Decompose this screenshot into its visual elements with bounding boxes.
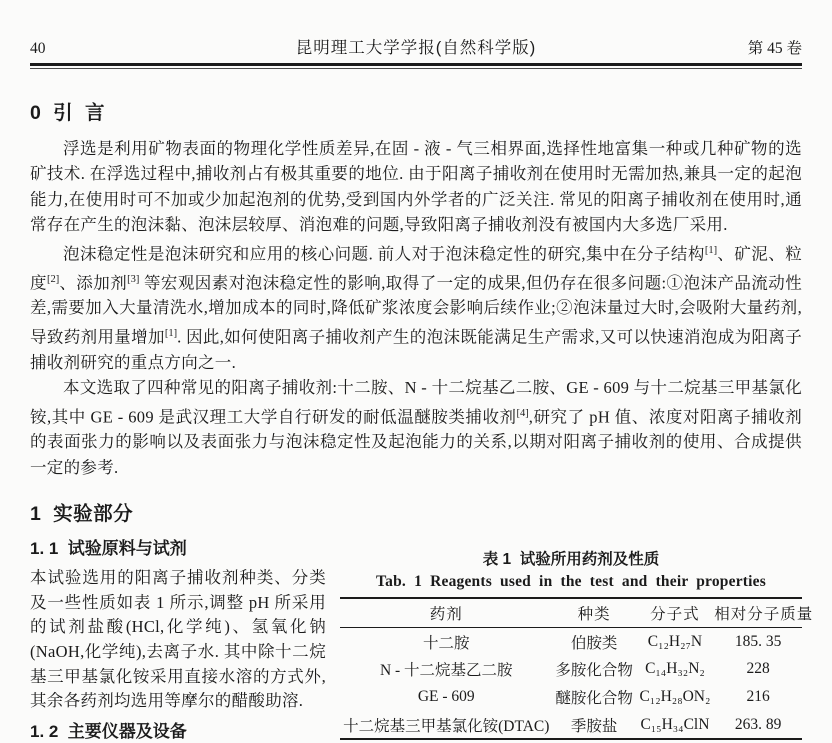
table-cell: GE - 609 [417,688,475,706]
header-rule-thick [30,63,802,66]
table-cell: 伯胺类 [570,634,618,652]
table1-caption-en: Tab. 1 Reagents used in the test and their properties [376,573,766,591]
volume-label: 第 45 卷 [747,40,802,57]
citation-ref: [1] [164,327,178,339]
table-row [340,683,802,711]
column-header: 相对分子质量 [714,598,802,627]
intro-paragraph-2 [30,238,802,376]
table-row [340,655,802,683]
section-0-heading: 0 引 言 [30,102,106,124]
text-run: 浮选是利用矿物表面的物理化学性质差异,在固 - 液 - 气三相界面,选择性地富集一种或几种矿物的选矿技术. 在浮选过程中,捕收剂占有极其重要的地位. 由于阳离子捕收剂在使用时无需加热,兼具一定的起泡能力,在使用时可不加或少加起泡剂的优势,受到国内外学者的广泛关注. 常见的阳离子捕收剂在使用时,通常存在产生的泡沫黏、泡沫层较厚、消泡难的问题,导致阳离子捕收剂没有被国内大多选厂采用. [30,139,802,235]
text-run: . 因此,如何使阳离子捕收剂产生的泡沫既能满足生产需求,又可以快速消泡成为阳离子捕收剂研究的重点方向之一. [30,327,803,372]
section-1-1-heading: 1. 1 试验原料与试剂 [30,539,187,559]
table-cell: 228 [746,660,770,678]
citation-ref: [2] [46,273,60,285]
table-cell: 醚胺化合物 [555,690,633,708]
table-cell: 十二胺 [423,634,470,652]
table-cell: 十二烷基三甲基氯化铵(DTAC) [343,717,550,735]
column-header: 药剂 [340,598,553,627]
text-run: 泡沫稳定性是泡沫研究和应用的核心问题. 前人对于泡沫稳定性的研究,集中在分子结构 [63,244,705,264]
header-rule-thin [30,68,802,69]
table-row [340,711,802,739]
citation-ref: [1] [704,244,718,256]
two-column-area [30,534,814,742]
journal-title: 昆明理工大学学报(自然科学版) [295,39,537,57]
right-column [326,534,814,742]
text-run: 等宏观因素对泡沫稳定性的影响,取得了一定的成果,但仍存在很多问题:①泡沫产品流动性差,需要加入大量清洗水,增加成本的同时,降低矿浆浓度会影响后续作业;②泡沫量过大时,会吸附大量药剂,导致药剂用量增加 [30,273,802,347]
text-run: 本试验选用的阳离子捕收剂种类、分类及一些性质如表 1 所示,调整 pH 所采用的试剂盐酸(HCl,化学纯)、氢氧化钠(NaOH,化学纯),去离子水. 其中除十二烷基三甲基氯化铵采用直接水溶的方式外,其余各药剂均选用等摩尔的醋酸助溶. [30,568,326,711]
text-run: 、添加剂 [59,273,128,293]
section-1-2-heading: 1. 2 主要仪器及设备 [30,721,187,741]
table-cell: 季胺盐 [570,717,618,735]
page-header [30,34,802,58]
text-run: ,研究了 pH 值、浓度对阳离子捕收剂的表面张力的影响以及表面张力与泡沫稳定性及起泡能力的关系,以期对阳离子捕收剂的使用、合成提供一定的参考. [30,407,802,477]
table-cell: C₁₄H₃₂N₂ [645,660,705,678]
text-run: 、矿泥、粒度 [30,244,803,293]
section-1-heading: 1 实验部分 [30,503,134,526]
column-header: 种类 [553,598,636,627]
table-cell: 多胺化合物 [555,662,633,680]
intro-paragraph-3 [30,375,802,480]
left-column [30,534,326,742]
intro-paragraph-1 [30,136,802,238]
reagents-table [340,597,814,740]
table-cell: C₁₂H₂₇N [647,632,703,650]
table-row [340,627,802,655]
table-header-row [340,598,802,627]
table-cell: 185. 35 [734,632,782,650]
table1-caption-zh: 表 1 试验所用药剂及性质 [482,551,660,569]
table-cell: 216 [746,688,770,706]
materials-paragraph [30,566,326,714]
table-cell: 263. 89 [734,715,782,733]
citation-ref: [3] [127,273,140,285]
citation-ref: [4] [516,407,529,419]
table-cell: C₁₅H₃₄ClN [640,715,710,733]
text-run: 本文选取了四种常见的阳离子捕收剂:十二胺、N - 十二烷基乙二胺、GE - 609 与十二烷基三甲基氯化铵,其中 GE - 609 是武汉理工大学自行研发的耐低温醚胺类捕收剂 [30,378,802,427]
table-cell: C₁₂H₂₈ON₂ [639,688,711,706]
table-cell: N - 十二烷基乙二胺 [379,662,513,680]
page-number: 40 [30,40,46,57]
column-header: 分子式 [636,598,715,627]
